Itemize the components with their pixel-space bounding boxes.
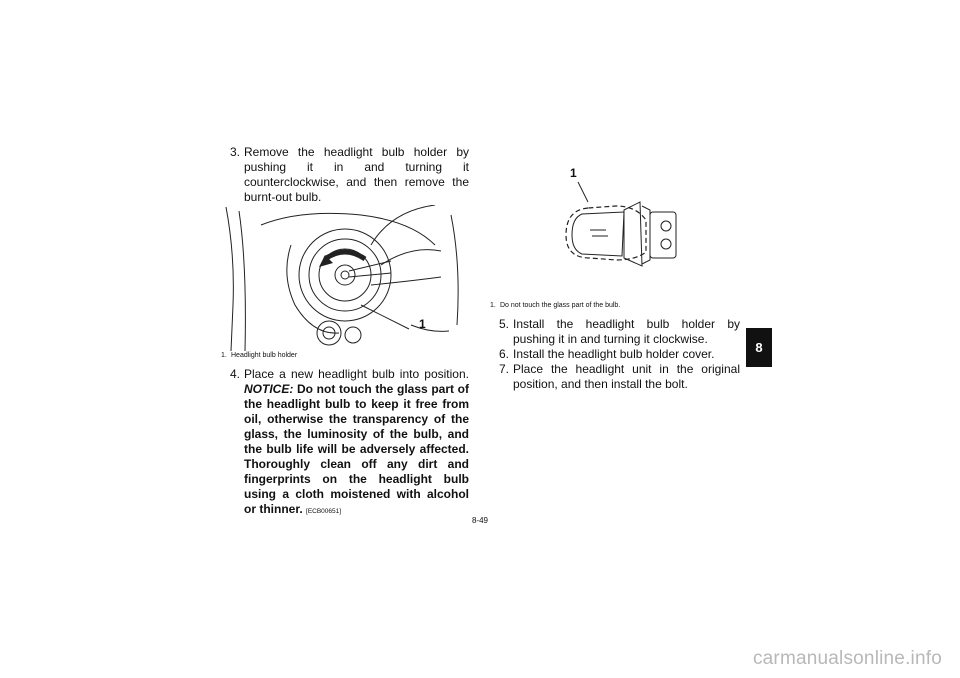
step-number: 5. xyxy=(499,317,510,331)
reference-code: [ECB00651] xyxy=(306,508,342,515)
notice-block xyxy=(244,382,469,516)
left-column xyxy=(221,145,469,519)
figure-caption xyxy=(490,301,740,310)
step-text: Place the headlight unit in the original position, and then install the bolt. xyxy=(513,362,740,391)
step-3 xyxy=(221,145,469,205)
notice-text: Do not touch the glass part of the headlight bulb to keep it free from oil, otherwise the transparency of the glass, the luminosity of the bulb, and the bulb life will be adversely affected. Thoroughly clean off any dirt and fingerprints on the headlight bulb using a cloth moistened with alcohol or thinner. xyxy=(244,382,469,516)
step-text: Install the headlight bulb holder cover. xyxy=(513,347,715,361)
caption-number: 1. xyxy=(221,352,227,359)
callout-number: 1 xyxy=(570,166,577,180)
headlight-holder-figure xyxy=(221,205,469,351)
callout-number: 1 xyxy=(419,317,426,331)
step-text xyxy=(244,367,469,519)
step-number: 6. xyxy=(499,347,510,361)
headlight-holder-illustration xyxy=(221,205,469,351)
page-number: 8-49 xyxy=(471,516,488,525)
step-number: 4. xyxy=(230,367,241,381)
step-text: Install the headlight bulb holder by pushing it in and turning it clockwise. xyxy=(513,317,740,346)
watermark: carmanualsonline.info xyxy=(752,648,942,669)
step-6 xyxy=(490,347,740,362)
caption-text: Do not touch the glass part of the bulb. xyxy=(500,302,621,309)
step-7 xyxy=(490,362,740,392)
right-column xyxy=(490,140,740,392)
step-text: Remove the headlight bulb holder by pushing it in and turning it counterclockwise, and then remove the burnt-out bulb. xyxy=(244,145,469,204)
chapter-tab: 8 xyxy=(746,328,772,367)
caption-text: Headlight bulb holder xyxy=(231,352,298,359)
step-number: 3. xyxy=(230,145,241,159)
step-5 xyxy=(490,317,740,347)
bulb-figure xyxy=(490,140,740,298)
step-intro: Place a new headlight bulb into position. xyxy=(244,367,469,381)
bulb-illustration xyxy=(490,140,740,298)
figure-caption xyxy=(221,351,469,360)
step-number: 7. xyxy=(499,362,510,376)
step-4 xyxy=(221,367,469,519)
caption-number: 1. xyxy=(490,302,496,309)
notice-label: NOTICE: xyxy=(244,382,294,396)
